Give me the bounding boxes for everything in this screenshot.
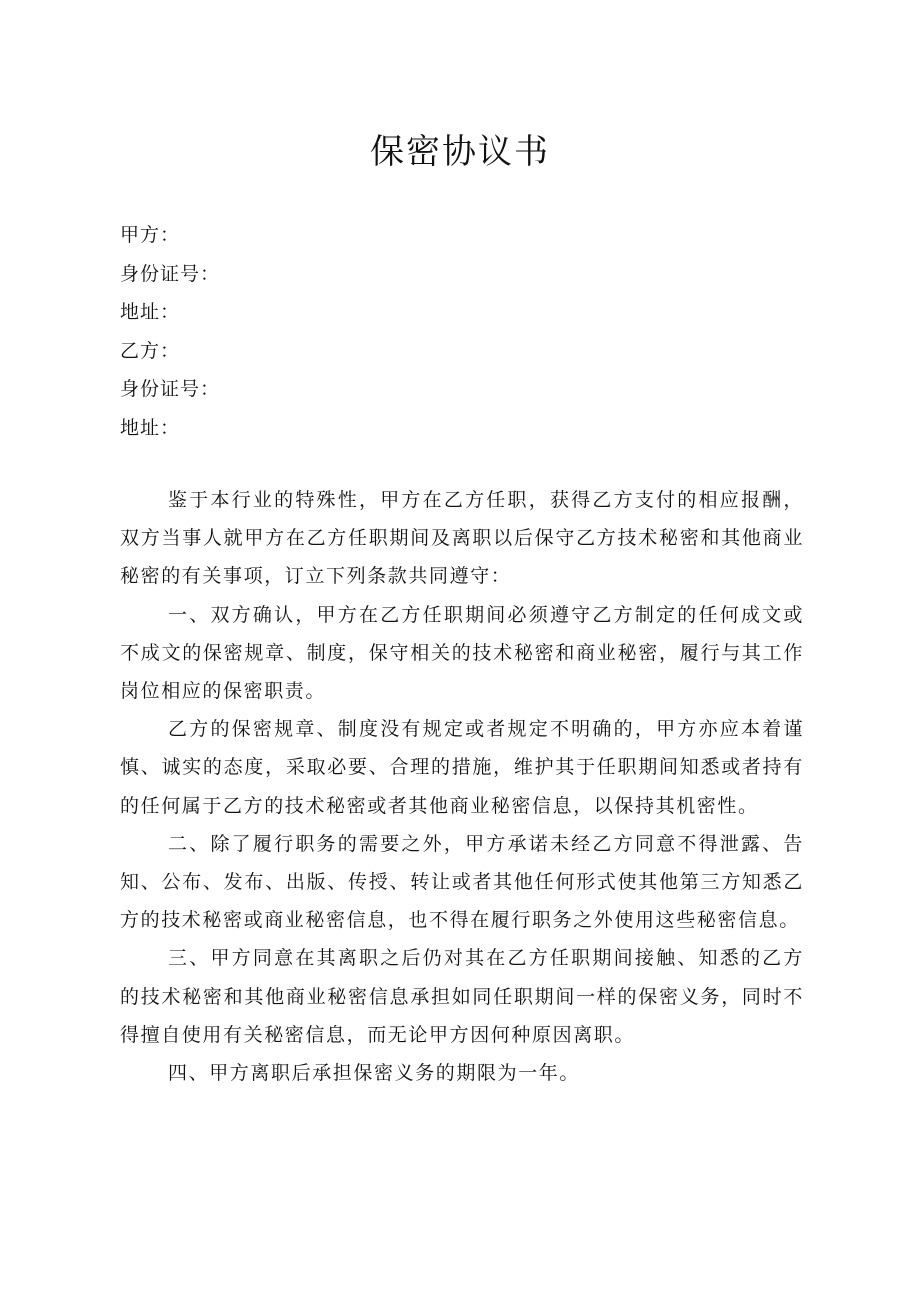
preamble-paragraph: 鉴于本行业的特殊性，甲方在乙方任职，获得乙方支付的相应报酬，双方当事人就甲方在乙方任职期间及离职以后保守乙方技术秘密和其他商业秘密的有关事项，订立下列条款共同遵守： [120,489,804,588]
agreement-body [120,481,804,1092]
clause-2-paragraph: 二、除了履行职务的需要之外，甲方承诺未经乙方同意不得泄露、告知、公布、发布、出版、传授、转让或者其他任何形式使其他第三方知悉乙方的技术秘密或商业秘密信息，也不得在履行职务之外使用这些秘密信息。 [120,832,804,932]
party-info-block [120,216,800,448]
party-a-id-label: 身份证号： [120,262,221,285]
party-a-label: 甲方： [120,224,181,246]
document-title: 保密协议书 [370,132,550,172]
party-b-address-label: 地址： [120,416,181,439]
party-a-address-label: 地址： [120,301,181,324]
clause-3-paragraph: 三、甲方同意在其离职之后仍对其在乙方任职期间接触、知悉的乙方的技术秘密和其他商业秘密信息承担如同任职期间一样的保密义务，同时不得擅自使用有关秘密信息，而无论甲方因何种原因离职。 [120,947,804,1046]
clause-1-supplement-paragraph: 乙方的保密规章、制度没有规定或者规定不明确的，甲方亦应本着谨慎、诚实的态度，采取必要、合理的措施，维护其于任职期间知悉或者持有的任何属于乙方的技术秘密或者其他商业秘密信息，以保持其机密性。 [120,718,804,817]
party-b-id-label: 身份证号： [120,378,221,401]
party-b-label: 乙方： [120,339,181,362]
clause-1-paragraph: 一、双方确认，甲方在乙方任职期间必须遵守乙方制定的任何成文或不成文的保密规章、制度，保守相关的技术秘密和商业秘密，履行与其工作岗位相应的保密职责。 [120,603,804,703]
clause-4-paragraph: 四、甲方离职后承担保密义务的期限为一年。 [168,1062,581,1085]
